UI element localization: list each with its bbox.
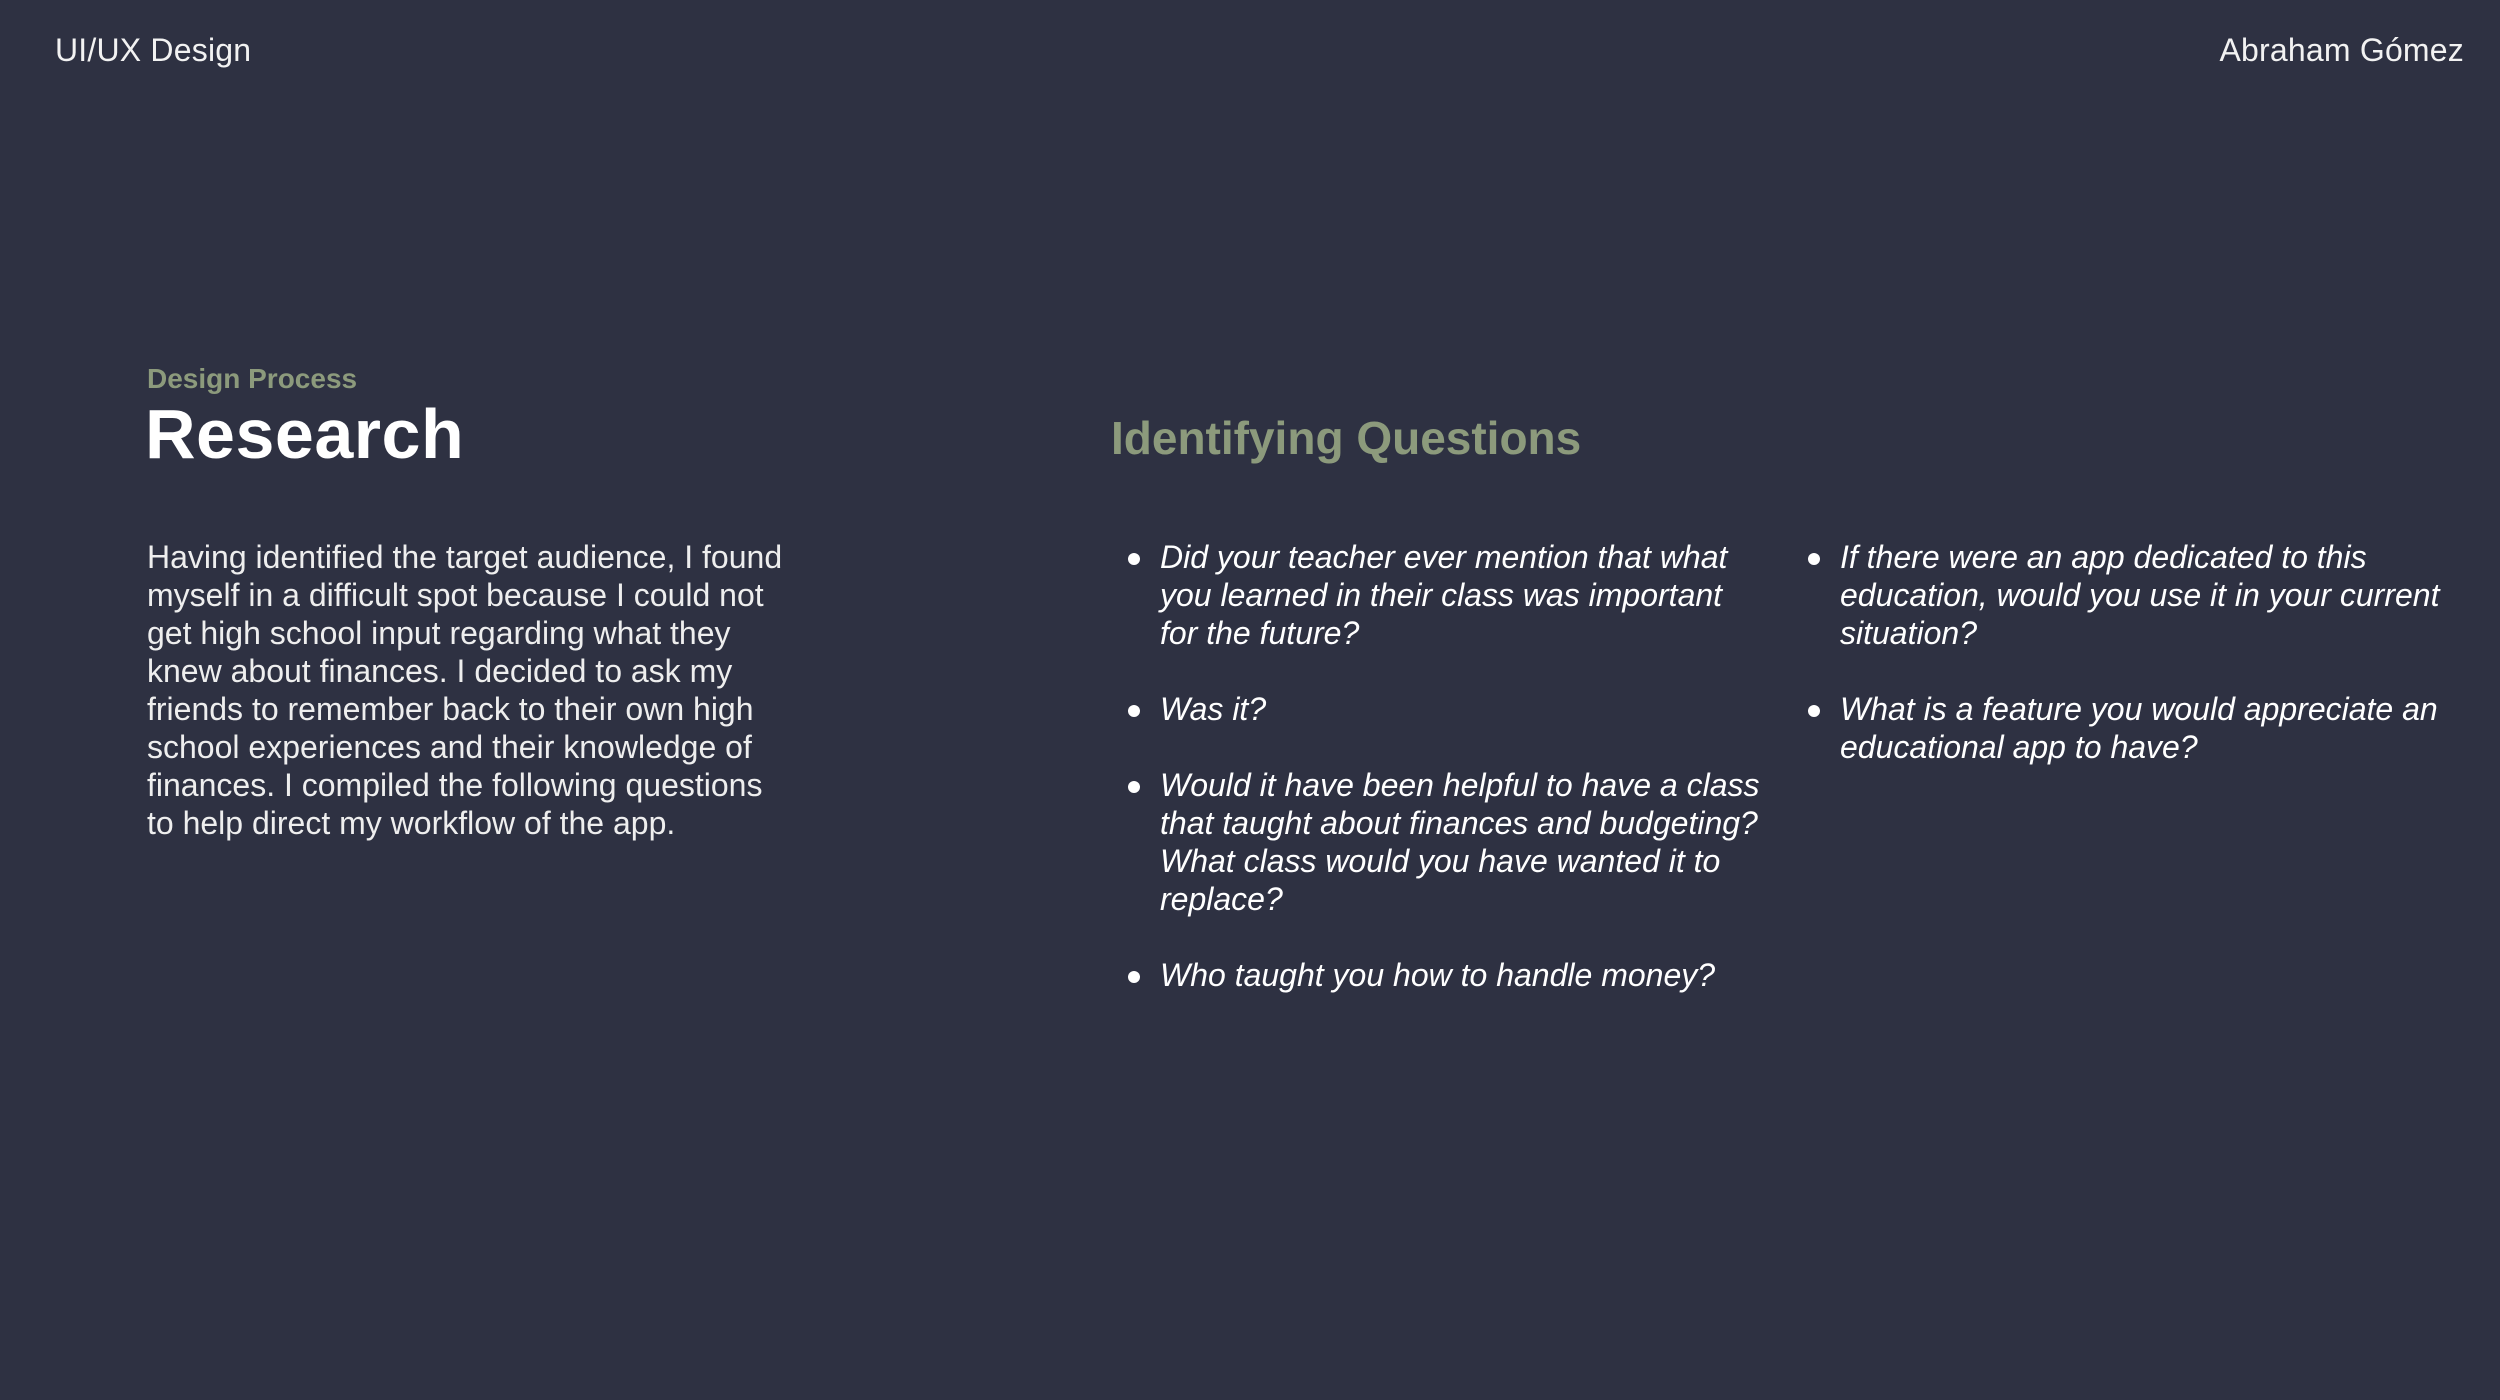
bullet-icon [1808, 705, 1820, 717]
section-eyebrow: Design Process [147, 363, 358, 394]
header-author-name: Abraham Gómez [2219, 32, 2464, 68]
header-section-label: UI/UX Design [55, 32, 252, 68]
question-text: Who taught you how to handle money? [1160, 957, 1716, 993]
question-text: What is a feature you would appreciate an educational app to have? [1840, 691, 2438, 765]
bullet-icon [1128, 705, 1140, 717]
page-title: Research [145, 395, 465, 473]
intro-paragraph: Having identified the target audience, I found myself in a difficult spot because I could not get high school input regarding what they knew about finances. I decided to ask my friends to remember back to their own high school experiences and their knowledge of finances. I compiled the following questions to help direct my workflow of the app. [147, 539, 783, 841]
question-text: Would it have been helpful to have a class that taught about finances and budgeting? What class would you have wanted it to replace? [1160, 767, 1760, 917]
question-item [1808, 538, 2448, 652]
bullet-icon [1808, 553, 1820, 565]
bullet-icon [1128, 781, 1140, 793]
question-text: Was it? [1160, 691, 1267, 727]
question-item [1128, 956, 1768, 994]
bullet-icon [1128, 971, 1140, 983]
questions-column-2 [1808, 538, 2448, 804]
question-item [1128, 766, 1768, 918]
question-item [1128, 690, 1768, 728]
question-text: If there were an app dedicated to this education, would you use it in your current situation? [1840, 539, 2440, 651]
question-item [1128, 538, 1768, 652]
questions-column-1 [1128, 538, 1768, 1032]
question-item [1808, 690, 2448, 766]
bullet-icon [1128, 553, 1140, 565]
question-text: Did your teacher ever mention that what you learned in their class was important for the future? [1160, 539, 1728, 651]
questions-heading: Identifying Questions [1111, 412, 1582, 464]
